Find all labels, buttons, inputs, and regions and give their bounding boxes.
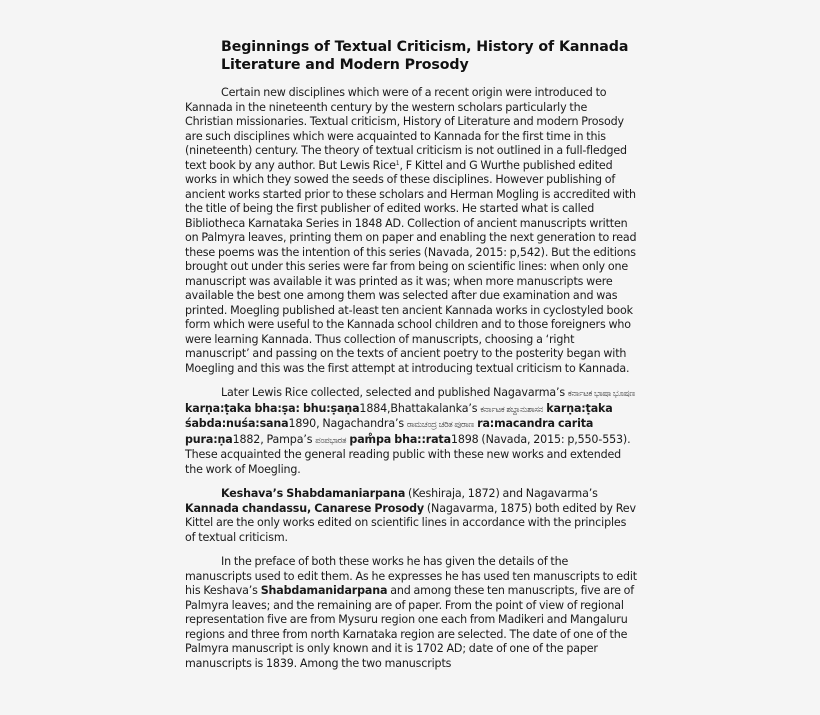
paragraph-text: In the preface of both these works he has given the details of the manuscripts used to edit them. As he expresses he has used ten manuscripts to edit his Keshava’s [185,555,638,597]
work-title: Kannada chandassu, Canarese Prosody [185,501,424,515]
transliterated-title: ra:macandra carita pura:ṇa [185,417,594,446]
paragraph-text: 1898 (Navada, 2015: p,550-553). These acquainted the general reading public with these new works and extended the work of Moegling. [185,432,631,476]
paragraph-text: and among these ten manuscripts, five are of Palmyra leaves; and the remaining are of paper. From the point of view of regional representation five are from Mysuru region one each from Madikeri and Mangaluru regions and three from north Karnataka region are selected. The date of one of the Palmyra manuscript is only known and it is 1702 AD; date of one of the paper manuscripts is 1839. Among the two manuscripts [185,584,635,670]
paragraph-text: , F Kittel and G Wurthe published edited works in which they sowed the seeds of these disciplines. However publishing of ancient works started prior to these scholars and Herman Mogling is accredited with the title of being the first publisher of edited works. He started what is called Bibliotheca Karnataka Series in 1848 AD. Collection of ancient manuscripts written on Palmyra leaves, printing them on paper and enabling the next generation to read these poems was the intention of this series (Navada, 2015: p,542). But the editions brought out under this series were far from being on scientific lines: when only one manuscript was available it was printed as it was; when more manuscripts were available the best one among them was selected after due examination and was printed. Moegling published at-least ten ancient Kannada works in cyclostyled book form which were useful to the Kannada school children and to those foreigners who were learning Kannada. Thus collection of manuscripts, choosing a ‘right manuscript’ and passing on the texts of ancient poetry to the posterity began with Moegling and this was the first attempt at introducing textual criticism to Kannada. [185,158,637,375]
paragraph-text: (Nagavarma, 1875) both edited by Rev Kittel are the only works edited on scientific lines in accordance with the principles of textual criticism. [185,501,636,544]
paragraph-text: 1884,Bhattakalanka’s [359,401,481,415]
footnote-marker[interactable]: 1 [395,159,400,167]
kannada-script-title: ರಾಮಚಂದ್ರ ಚರಿತ ಪುರಾಣ [406,420,474,430]
paragraph-text: 1882, Pampa’s [232,432,316,446]
document-page [185,38,637,671]
document-title: Beginnings of Textual Criticism, History of Kannada Literature and Modern Prosody [221,39,629,73]
paragraph-preface [185,555,637,671]
paragraph-introduction [185,86,637,376]
kannada-script-title: ಕರ್ನಾಟಕ ಶಬ್ದಾನುಶಾಸನ [480,404,544,415]
transliterated-title: karṇa:ṭaka bha:ṣa: bhu:ṣaṇa [185,401,360,415]
kannada-script-title: ಕರ್ನಾಟಕ ಭಾಷಾ ಭೂಷಣ [567,389,635,399]
paragraph-text: 1890, Nagachandra’s [288,417,407,430]
work-title: Keshava’s Shabdamaniarpana [221,487,406,500]
paragraph-text: Later Lewis Rice collected, selected and published Nagavarma’s [221,386,568,399]
kannada-script-title: ಪಂಪಭಾರತ [315,435,347,446]
paragraph-kittel-works [185,487,637,545]
transliterated-title: karṇa:ṭaka śabda:nuśa:sana [185,401,613,430]
transliterated-title: pam̊pa bha::rata [346,432,451,446]
work-title: Shabdamanidarpana [260,584,388,597]
paragraph-lewis-rice [185,386,637,477]
paragraph-text: (Keshiraja, 1872) and Nagavarma’s [405,487,598,500]
paragraph-text: Certain new disciplines which were of a recent origin were introduced to Kannada in the nineteenth century by the western scholars particularly the Christian missionaries. Textual criticism, History of Literature and modern Prosody are such disciplines which were acquainted to Kannada for the first time in this (nineteenth) century. The theory of textual criticism is not outlined in a full-fledged text book by any author. But Lewis Rice [185,86,627,172]
